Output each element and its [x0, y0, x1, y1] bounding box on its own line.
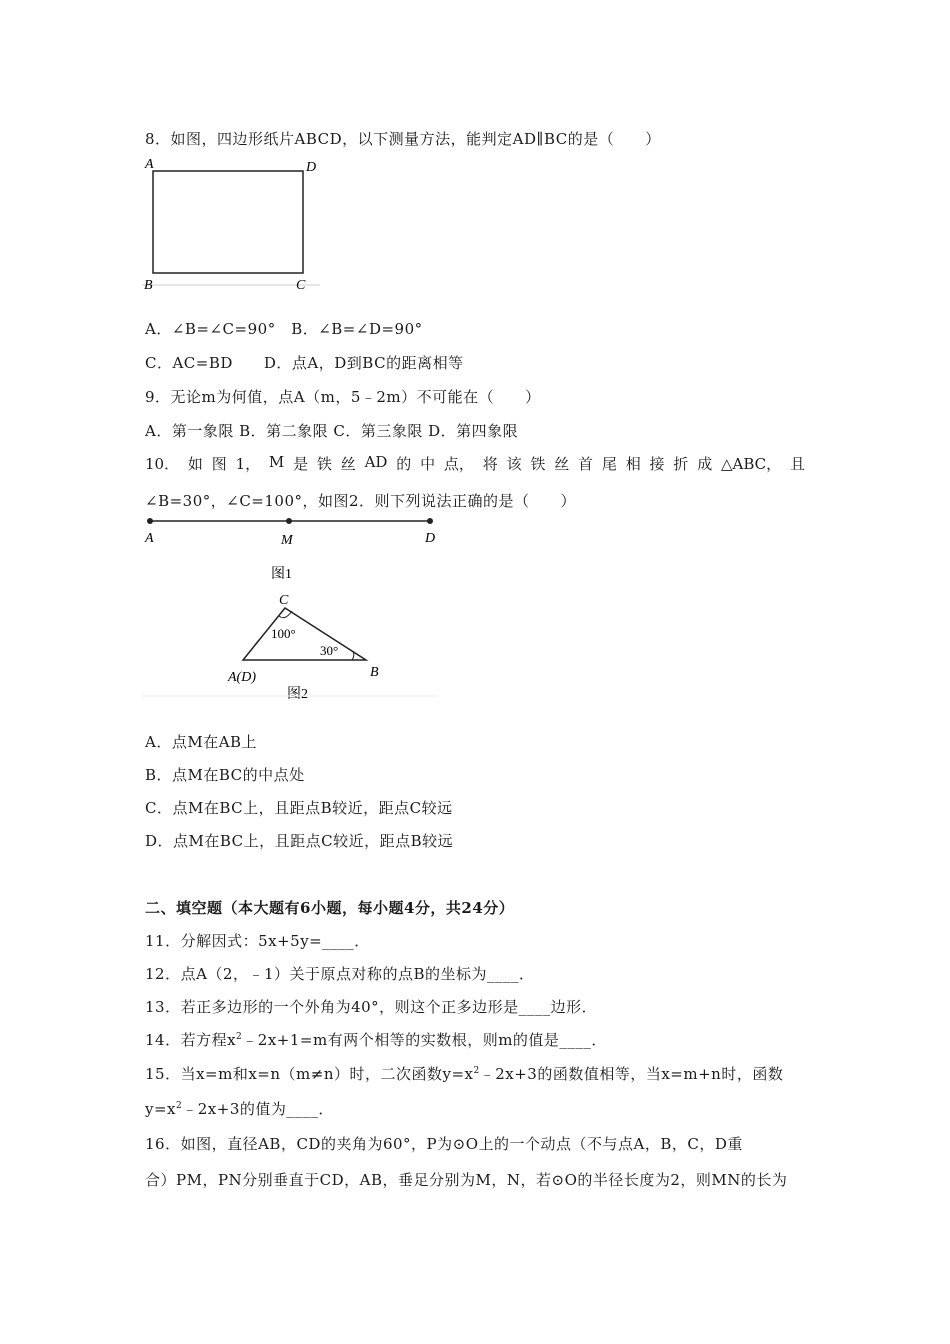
q14-before: 14．若方程x	[145, 1031, 237, 1049]
triangle-abc	[243, 608, 366, 660]
q10-stem-line2: ∠B=30°，∠C=100°，如图2．则下列说法正确的是（ ）	[145, 492, 577, 510]
q10-part: 丝	[340, 455, 356, 473]
q12-text: 12．点A（2，﹣1）关于原点对称的点B的坐标为____．	[145, 965, 535, 983]
label-b: B	[144, 278, 153, 293]
q10-part: 尾	[601, 455, 617, 473]
q10-part: 且	[789, 455, 805, 473]
q9-stem: 9．无论m为何值，点A（m，5﹣2m）不可能在（ ）	[145, 388, 541, 406]
q10-part: 将	[482, 455, 498, 473]
q10-part: 丝	[554, 455, 570, 473]
q10-part: 是	[293, 455, 309, 473]
q15-line2-b: ﹣2x+3的值为____．	[182, 1100, 334, 1118]
q10-option-b: B．点M在BC的中点处	[145, 766, 305, 784]
q10-stem-line1	[145, 453, 805, 474]
q15-line1-b: ﹣2x+3的函数值相等，当x=m+n时，函数	[479, 1065, 784, 1083]
q10-part: 如	[187, 455, 203, 473]
q10-figures	[142, 510, 442, 705]
q10-part: 该	[506, 455, 522, 473]
fig2-angle-b-value: 30°	[320, 643, 339, 658]
q10-part: 相	[625, 455, 641, 473]
q15-line1-a: 15．当x=m和x=n（m≠n）时，二次函数y=x	[145, 1065, 474, 1083]
q10-part: 1，	[235, 455, 261, 473]
fig2-label-c: C	[279, 593, 289, 608]
q11-text: 11．分解因式：5x+5y=____．	[145, 932, 370, 950]
q14-sup: 2	[236, 1032, 243, 1042]
q10-part: 点，	[443, 455, 474, 473]
q10-part: 的	[396, 455, 412, 473]
q10-part: AD	[364, 453, 388, 471]
q10-part: 首	[578, 455, 594, 473]
fig2-angle-c-value: 100°	[271, 626, 296, 641]
section-heading-fill-in: 二、填空题（本大题有6小题，每小题4分，共24分）	[145, 899, 515, 917]
q8-options-cd: C．AC=BD D．点A，D到BC的距离相等	[145, 354, 464, 372]
q10-part: 接	[649, 455, 665, 473]
q8-options-ab: A．∠B=∠C=90° B．∠B=∠D=90°	[145, 320, 423, 338]
fig1-label-a: A	[145, 531, 154, 546]
fig2-label-ad: A(D)	[228, 670, 256, 685]
q10-option-c: C．点M在BC上，且距点B较近，距点C较远	[145, 799, 453, 817]
q10-part: 铁	[530, 455, 546, 473]
q13-text: 13．若正多边形的一个外角为40°，则这个正多边形是____边形．	[145, 998, 598, 1016]
point-a	[147, 518, 153, 524]
q10-part: 10．	[145, 455, 180, 473]
q10-option-d: D．点M在BC上，且距点C较近，距点B较远	[145, 832, 454, 850]
q10-part: △ABC，	[721, 455, 782, 473]
label-d: D	[306, 160, 317, 175]
q16-line2: 合）PM，PN分别垂直于CD，AB，垂足分别为M，N，若⊙O的半径长度为2，则MN的长为	[145, 1171, 788, 1189]
point-d	[427, 518, 433, 524]
q15-line2-a: y=x	[145, 1100, 177, 1118]
q10-part: 折	[673, 455, 689, 473]
q10-part: 中	[420, 455, 436, 473]
q14-text	[145, 1029, 607, 1050]
q8-stem: 8．如图，四边形纸片ABCD，以下测量方法，能判定AD∥BC的是（ ）	[145, 130, 661, 148]
fig2-caption: 图2	[287, 687, 308, 702]
q10-option-a: A．点M在AB上	[145, 733, 258, 751]
q15-line2-sup: 2	[176, 1101, 183, 1111]
q15-line2	[145, 1098, 334, 1119]
fig1-caption: 图1	[271, 567, 292, 582]
q8-rectangle-figure	[142, 155, 322, 295]
q14-after: ﹣2x+1=m有两个相等的实数根，则m的值是____．	[242, 1031, 607, 1049]
label-a: A	[145, 157, 154, 172]
q10-part: 成	[697, 455, 713, 473]
fig2-label-b: B	[370, 665, 379, 680]
fig1-label-m: M	[281, 533, 293, 548]
label-c: C	[296, 278, 306, 293]
fig1-label-d: D	[425, 531, 436, 546]
q15-line1	[145, 1063, 783, 1084]
rectangle-abcd	[153, 171, 303, 273]
q10-part: M	[268, 453, 285, 471]
q16-line1: 16．如图，直径AB，CD的夹角为60°，P为⊙O上的一个动点（不与点A，B，C，D重	[145, 1135, 743, 1153]
q9-options: A．第一象限 B．第二象限 C．第三象限 D．第四象限	[145, 422, 519, 440]
q10-part: 铁	[316, 455, 332, 473]
q10-part: 图	[211, 455, 227, 473]
q15-line1-sup: 2	[473, 1066, 480, 1076]
point-m	[286, 518, 292, 524]
